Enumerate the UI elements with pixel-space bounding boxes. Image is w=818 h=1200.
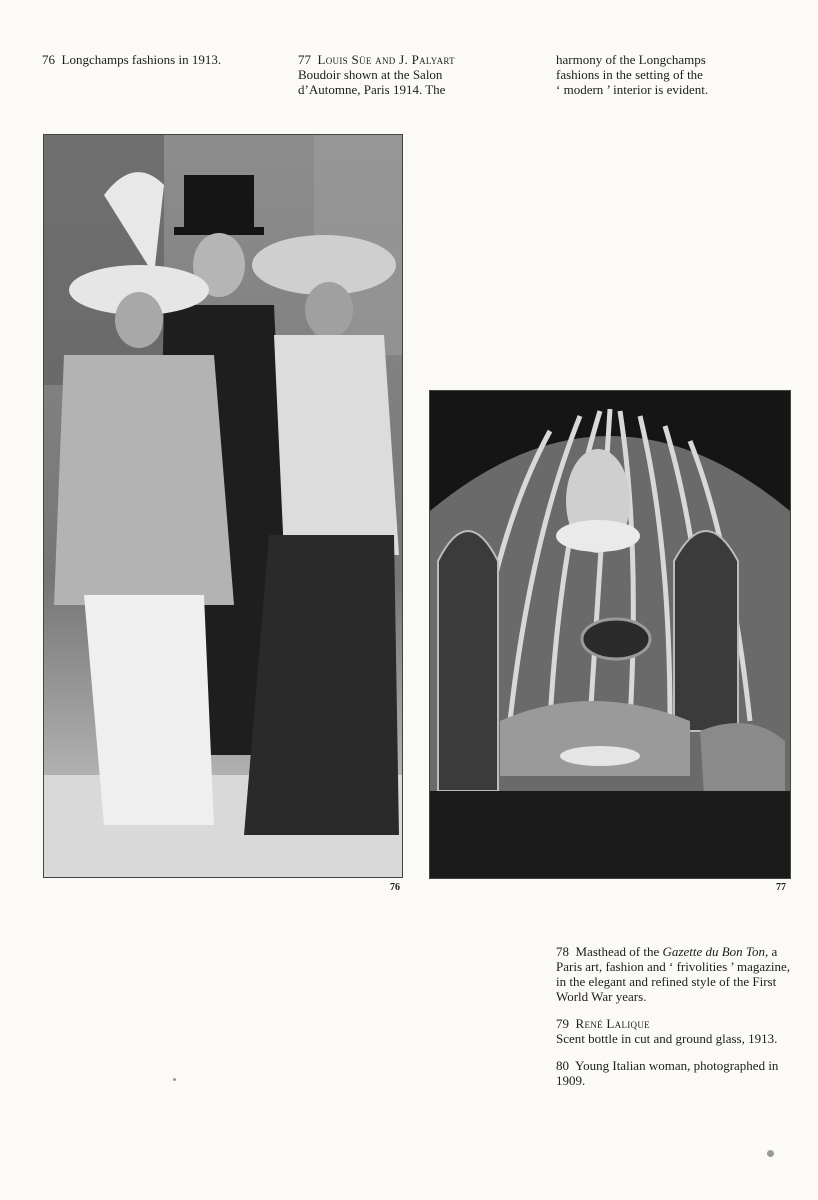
photo-76-illustration (44, 135, 402, 877)
caption-77-continued (556, 52, 792, 97)
photo-longchamps-fashions (43, 134, 403, 878)
caption-77-line: Boudoir shown at the Salon (298, 67, 443, 82)
caption-77-number: 77 (298, 52, 311, 67)
caption-76-text: Longchamps fashions in 1913. (61, 52, 222, 67)
figure-number-76: 76 (390, 882, 400, 893)
caption-80-text: Young Italian woman, photographed in 1909. (556, 1058, 779, 1088)
caption-80-number: 80 (556, 1058, 569, 1073)
photo-77-illustration (430, 391, 790, 878)
caption-77-authors: Louis Süe and J. Palyart (317, 52, 455, 67)
caption-79-number: 79 (556, 1016, 569, 1031)
caption-79-text: Scent bottle in cut and ground glass, 1913. (556, 1031, 778, 1046)
caption-77-line: ‘ modern ’ interior is evident. (556, 82, 709, 97)
caption-block-78-80 (556, 944, 792, 1100)
caption-78-number: 78 (556, 944, 569, 959)
caption-79 (556, 1016, 792, 1046)
caption-79-authors: René Lalique (575, 1016, 650, 1031)
figure-number-77: 77 (776, 882, 786, 893)
caption-80 (556, 1058, 792, 1088)
caption-78-title: Gazette du Bon Ton, (662, 944, 769, 959)
print-speck (767, 1150, 774, 1157)
caption-78 (556, 944, 792, 1004)
caption-77 (298, 52, 528, 97)
caption-76 (42, 52, 282, 67)
photo-boudoir-interior (429, 390, 791, 879)
caption-76-number: 76 (42, 52, 55, 67)
caption-78-post: a Paris art, fashion and ‘ frivolities ’ magazine, in the elegant and refined style of the First World War years. (556, 944, 791, 1004)
caption-77-line: d’Automne, Paris 1914. The (298, 82, 446, 97)
caption-77-line: harmony of the Longchamps (556, 52, 706, 67)
caption-78-pre: Masthead of the (575, 944, 660, 959)
print-speck (173, 1078, 176, 1081)
caption-77-line: fashions in the setting of the (556, 67, 703, 82)
